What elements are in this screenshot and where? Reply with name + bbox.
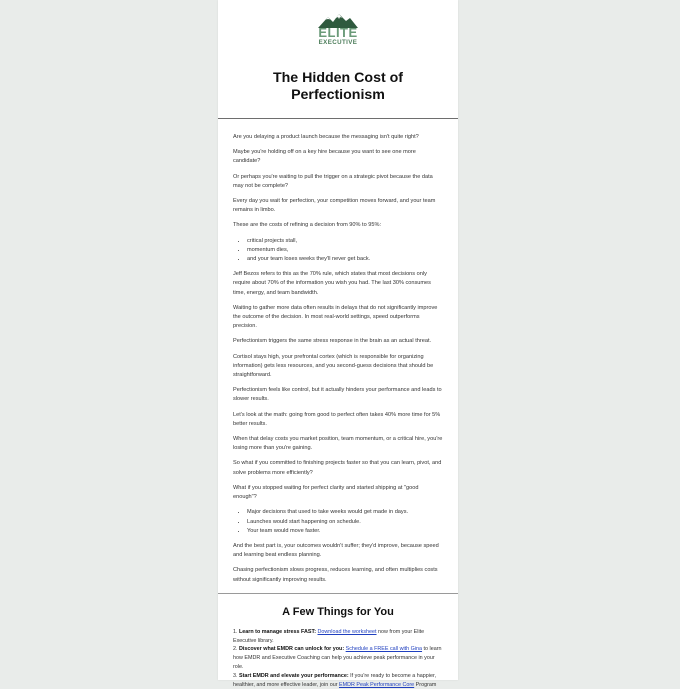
costs-list [233,237,443,265]
benefits-list [233,508,443,536]
email-body [218,0,458,688]
paragraph: Are you delaying a product launch because the messaging isn't quite right? [233,134,419,140]
paragraph: Every day you wait for perfection, your competition moves forward, and your team remains in limbo. [233,198,436,214]
item-text: to learn how EMDR and Executive Coaching can help you achieve peak performance in your role. [233,646,442,670]
paragraph: Perfectionism triggers the same stress response in the brain as an actual threat. [233,338,432,345]
resource-item-program [233,672,443,689]
list-item: • critical projects stall, [247,237,443,246]
section-title: A Few Things for You [282,605,394,618]
item-heading: Learn to manage stress FAST: [239,628,316,635]
paragraph: And the best part is, your outcomes wouldn't suffer; they'd improve, because speed and learning beat endless planning. [233,542,439,559]
resource-item-worksheet [233,628,443,646]
resources-list [233,628,443,689]
list-item: • momentum dies, [247,246,443,255]
resources-section [218,594,458,689]
item-text: now from your Elite Executive library. [233,628,425,644]
paragraph: So what if you committed to finishing projects faster so that you can learn, pivot, and solve problems more efficiently? [233,460,442,476]
list-item: • and your team loses weeks they'll never get back. [247,255,443,264]
emdr-program-link[interactable]: EMDR Peak Performance Core [338,681,415,688]
list-item: • Major decisions that used to take weeks would get made in days. [247,508,443,517]
paragraph: Let's look at the math: going from good to perfect often takes 40% more time for 5% better results. [233,411,441,427]
logo-executive-text: EXECUTIVE [318,39,358,46]
item-heading: Start EMDR and elevate your performance: [239,672,349,679]
paragraph: Cortisol stays high, your prefrontal cortex (which is responsible for organizing information) gets less resources, and you second-guess decisions that should be straightforward. [233,353,434,379]
item-number: 3. [233,672,238,679]
paragraph: When that delay costs you market position, team momentum, or a critical hire, you're losing more than you're gaining. [233,436,443,452]
download-worksheet-link[interactable]: Download the worksheet [317,628,377,635]
item-text: Program [414,681,437,688]
brand-logo [218,0,458,52]
item-heading: Discover what EMDR can unlock for you: [239,646,345,653]
paragraph: Maybe you're holding off on a key hire because you want to see one more candidate? [233,149,416,165]
article-content [218,119,458,585]
paragraph: What if you stopped waiting for perfect clarity and started shipping at "good enough"? [233,484,419,501]
paragraph: Waiting to gather more data often results in delays that do not significantly improve the outcome of the decision. In most real-world settings, speed outperforms precision. [233,304,438,330]
item-text: If you're ready to become a happier, healthier, and more effective leader, join our [233,672,436,688]
paragraph: These are the costs of refining a decision from 90% to 95%: [233,222,382,229]
paragraph: Chasing perfectionism slows progress, reduces learning, and often multiplies costs without significantly improving results. [233,567,438,583]
paragraph: Jeff Bezos refers to this as the 70% rule, which states that most decisions only require about 70% of the information you wish you had. The last 30% consumes time, energy, and team bandwidth. [233,271,431,296]
item-number: 1. [233,628,238,635]
item-number: 2. [233,646,238,653]
list-item: • Your team would move faster. [247,527,443,536]
paragraph: Perfectionism feels like control, but it actually hinders your performance and leads to slower results. [233,387,442,403]
list-item: • Launches would start happening on schedule. [247,518,443,527]
logo-elite-text: ELITE [318,25,358,40]
paragraph: Or perhaps you're waiting to pull the trigger on a strategic pivot because the data may not be complete? [233,173,433,189]
resource-item-call [233,645,443,671]
schedule-call-link[interactable]: Schedule a FREE call with Gina [345,646,423,653]
article-title: The Hidden Cost of Perfectionism [272,70,404,103]
